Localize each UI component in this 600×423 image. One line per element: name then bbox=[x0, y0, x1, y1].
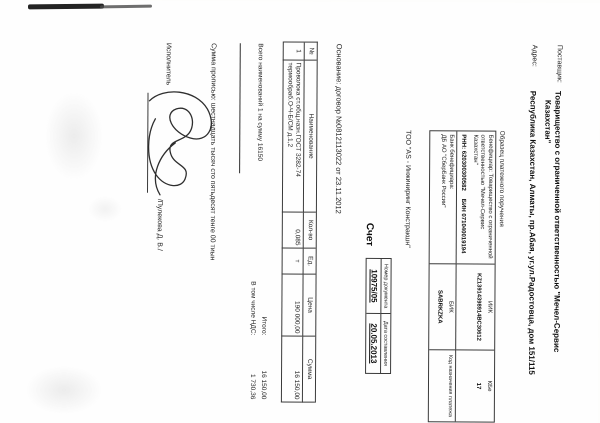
separator-line bbox=[239, 43, 241, 173]
col-header-unit: Ед. bbox=[303, 249, 316, 275]
kbe-cell bbox=[455, 349, 494, 421]
iik-value: KZ13914398914BC30612 bbox=[475, 273, 482, 341]
supplier-name-line2: Казахстан" bbox=[543, 99, 553, 144]
kbe-header: КБе bbox=[485, 380, 493, 392]
supplier-row bbox=[541, 45, 563, 353]
item-price: 190 000,00 bbox=[281, 274, 302, 336]
bik-value: SABRKZKA bbox=[436, 289, 443, 324]
doc-date-value: 20.05.2013 bbox=[366, 313, 380, 373]
doc-number-header: Номер документа bbox=[380, 259, 390, 313]
executor-label: Исполнитель bbox=[164, 42, 172, 86]
item-sum: 16 150,00 bbox=[281, 336, 302, 402]
payer-name: ТОО "AS - Инжиниринг Констракшн" bbox=[403, 130, 412, 248]
amount-in-words: Сумма прописью: шестнадцать тысяч сто пятьдесят тенге 00 тиын bbox=[208, 43, 217, 261]
beneficiary-cell bbox=[456, 131, 495, 263]
rnn-value: РНН: 620300300582 bbox=[460, 134, 467, 191]
bin-value: БИН 071040019194 bbox=[459, 198, 467, 254]
address-value: Республика Казахстан, Алматы, пр.Абая, уг.ул.Радостовца, дом 151/115 bbox=[527, 90, 538, 375]
vat-label: В том числе НДС: bbox=[249, 281, 257, 336]
scan-smudge bbox=[88, 196, 122, 222]
beneficiary-line1: Бенефициар: Товарищество с ограниченной bbox=[486, 134, 494, 259]
col-header-qty: Кол-во bbox=[303, 213, 316, 249]
scan-artifact-bar bbox=[28, 4, 104, 10]
supplier-name bbox=[541, 91, 562, 353]
beneficiary-bank-cell bbox=[429, 131, 457, 263]
basis-line: Основание: договор №0812113022 от 23.11.2012 bbox=[333, 43, 344, 214]
bik-cell bbox=[429, 263, 456, 349]
scan-smudge bbox=[26, 366, 102, 414]
iik-header: ИИК bbox=[486, 300, 493, 314]
signature-stroke bbox=[139, 85, 216, 203]
address-label: Адрес: bbox=[530, 44, 538, 67]
beneficiary-line2: ответственностью "Мечел-Сервис Казахстан" bbox=[471, 134, 486, 230]
total-value: 16 150,00 bbox=[259, 370, 268, 400]
executor-name: /Пулекова Д. В./ bbox=[155, 198, 163, 251]
bank-name: ДБ АО "СберБанк России" bbox=[439, 134, 447, 208]
col-header-num: № bbox=[304, 43, 317, 61]
items-count-line: Всего наименований 1 на сумму 16150 bbox=[256, 43, 264, 162]
col-header-sum: Сумма bbox=[302, 337, 315, 403]
bik-header: БИК bbox=[446, 300, 454, 313]
supplier-label: Поставщик: bbox=[555, 44, 563, 83]
doc-date-header: Дата составления bbox=[380, 313, 390, 373]
item-unit: т bbox=[282, 248, 303, 274]
item-num: 1 bbox=[283, 42, 304, 60]
item-name: Проволока ст.общ.назн.ГОСТ 3282-74 термообраб.О-Ч-Б/СМ д.1,2 bbox=[282, 60, 304, 212]
total-label: Итого: bbox=[260, 316, 268, 336]
payment-code-header: Код назначения платежа bbox=[446, 354, 453, 417]
scan-smudge bbox=[45, 92, 103, 180]
bank-details-table bbox=[427, 130, 496, 422]
payment-code-cell bbox=[428, 349, 455, 421]
iik-cell bbox=[456, 263, 495, 349]
address-row bbox=[526, 45, 538, 375]
supplier-name-line1: Товарищество с ограниченной ответственностью "Мечел-Сервис bbox=[552, 90, 563, 353]
col-header-price: Цена bbox=[302, 275, 315, 337]
vat-value: 1 730,36 bbox=[248, 373, 257, 400]
kbe-value: 17 bbox=[475, 382, 482, 390]
items-table bbox=[281, 41, 318, 402]
doc-number-value: 10975/05 bbox=[369, 269, 379, 303]
bank-label: Банк бенефициара: bbox=[447, 134, 454, 190]
invoice-title: Счет bbox=[363, 222, 375, 247]
doc-number-table bbox=[365, 258, 392, 374]
col-header-name: Наименование bbox=[303, 61, 317, 213]
payment-sample-title: Образец платежного поручения bbox=[497, 130, 506, 227]
item-qty: 0,085 bbox=[282, 212, 303, 248]
